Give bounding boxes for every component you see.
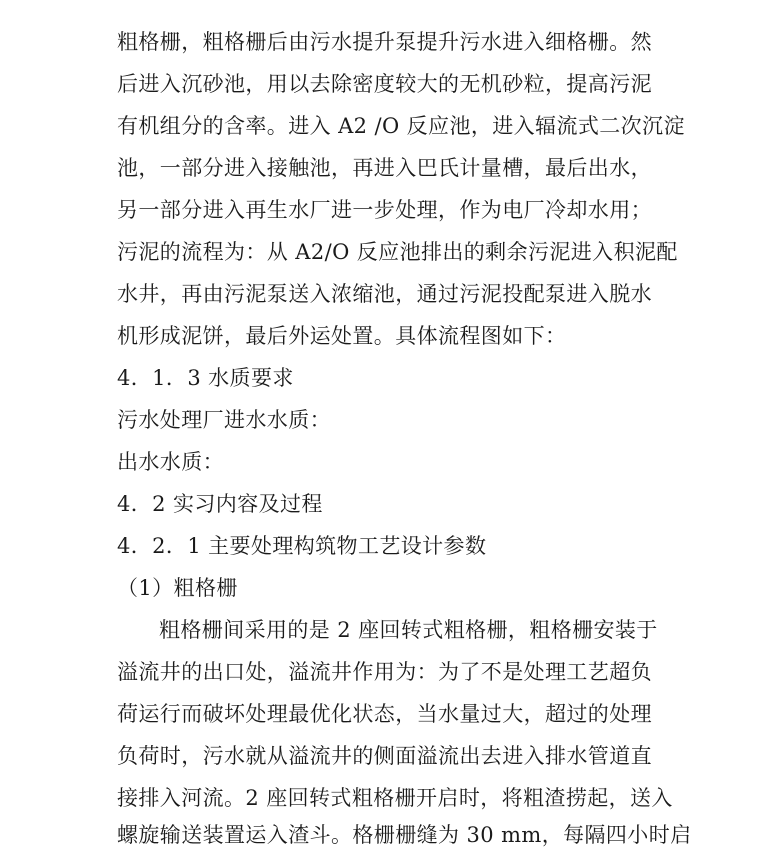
paragraph-line: 负荷时，污水就从溢流井的侧面溢流出去进入排水管道直: [117, 744, 652, 768]
paragraph-line: 机形成泥饼，最后外运处置。具体流程图如下：: [117, 324, 567, 348]
section-heading-4-1-3: 4．1．3 水质要求: [117, 366, 294, 390]
paragraph-line: 接排入河流。2 座回转式粗格栅开启时，将粗渣捞起，送入: [117, 786, 673, 810]
section-heading-4-2: 4．2 实习内容及过程: [117, 492, 323, 516]
paragraph-line: 另一部分进入再生水厂进一步处理，作为电厂冷却水用；: [117, 198, 652, 222]
paragraph-line: 粗格栅，粗格栅后由污水提升泵提升污水进入细格栅。然: [117, 30, 652, 54]
paragraph-line: 有机组分的含率。进入 A2 /O 反应池，进入辐流式二次沉淀: [117, 114, 685, 138]
paragraph-line: 荷运行而破坏处理最优化状态，当水量过大，超过的处理: [117, 702, 652, 726]
influent-quality-label: 污水处理厂进水水质：: [117, 408, 331, 432]
paragraph-line: 螺旋输送装置运入渣斗。格栅栅缝为 30 mm，每隔四小时启: [117, 823, 692, 847]
effluent-quality-label: 出水水质：: [117, 450, 224, 474]
subheading-coarse-screen: （1）粗格栅: [117, 576, 238, 600]
section-heading-4-2-1: 4．2．1 主要处理构筑物工艺设计参数: [117, 534, 487, 558]
paragraph-line: 粗格栅间采用的是 2 座回转式粗格栅，粗格栅安装于: [159, 618, 658, 642]
paragraph-line: 污泥的流程为：从 A2/O 反应池排出的剩余污泥进入积泥配: [117, 240, 678, 264]
paragraph-line: 池，一部分进入接触池，再进入巴氏计量槽，最后出水，: [117, 156, 652, 180]
paragraph-line: 后进入沉砂池，用以去除密度较大的无机砂粒，提高污泥: [117, 72, 652, 96]
paragraph-line: 溢流井的出口处，溢流井作用为：为了不是处理工艺超负: [117, 660, 652, 684]
paragraph-line: 水井，再由污泥泵送入浓缩池，通过污泥投配泵进入脱水: [117, 282, 652, 306]
